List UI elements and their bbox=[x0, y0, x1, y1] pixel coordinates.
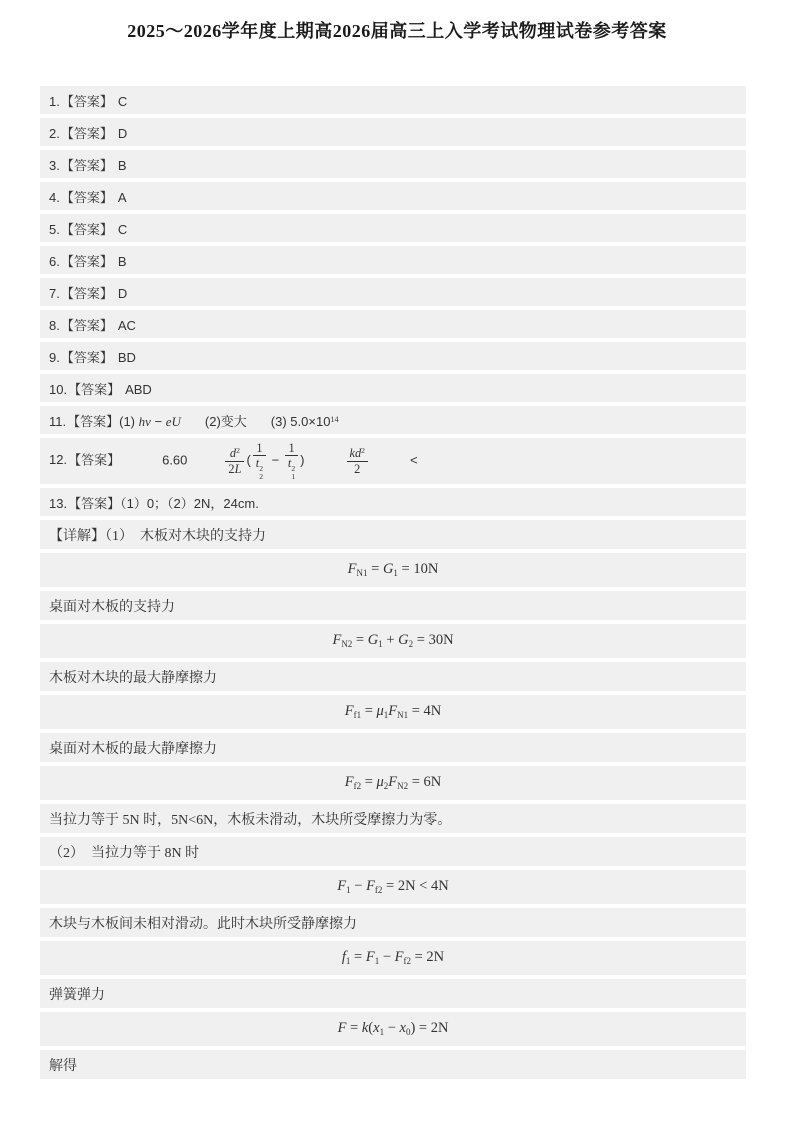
superscript: 14 bbox=[330, 414, 339, 424]
answer-number: 7. bbox=[49, 285, 60, 301]
answer-number: 12. bbox=[49, 452, 68, 468]
row-content bbox=[332, 632, 453, 649]
fraction bbox=[285, 441, 298, 481]
math-variable: F bbox=[347, 561, 357, 578]
fraction-denominator bbox=[285, 456, 298, 481]
answer-label: 【答案】 bbox=[60, 253, 113, 269]
answer-row bbox=[40, 278, 746, 306]
subscript: 0 bbox=[405, 1027, 411, 1038]
text-run: = bbox=[346, 1020, 362, 1037]
text-run: ) = 2N bbox=[410, 1020, 449, 1037]
detail-row bbox=[40, 908, 746, 937]
row-content bbox=[49, 493, 259, 512]
math-variable: kd bbox=[349, 446, 362, 461]
text-run: = bbox=[350, 949, 366, 966]
answer-value: B bbox=[117, 253, 127, 269]
answer-number: 6. bbox=[49, 253, 60, 269]
formula-row bbox=[40, 1012, 746, 1046]
text-run: = bbox=[361, 774, 377, 791]
detail-row bbox=[40, 733, 746, 762]
answer-number: 9. bbox=[49, 349, 60, 365]
subscript: 1 bbox=[378, 639, 383, 650]
fraction-numerator bbox=[285, 441, 298, 456]
text-run: = bbox=[361, 703, 377, 720]
spacer bbox=[187, 463, 223, 464]
fraction-numerator bbox=[347, 446, 368, 461]
subscript: f1 bbox=[353, 710, 362, 721]
detail-row bbox=[40, 662, 746, 691]
fraction-numerator bbox=[225, 446, 244, 461]
math-variable: F bbox=[337, 1020, 347, 1037]
math-variable: F bbox=[388, 774, 398, 791]
text-run: − bbox=[379, 949, 395, 966]
text-run: < bbox=[409, 452, 418, 468]
detail-row bbox=[40, 1050, 746, 1079]
subscript: f2 bbox=[403, 956, 411, 967]
text-run: − bbox=[150, 413, 166, 429]
answer-row bbox=[40, 118, 746, 146]
superscript: 2 bbox=[236, 446, 240, 456]
formula-row bbox=[40, 766, 746, 800]
answer-row bbox=[40, 150, 746, 178]
formula-row bbox=[40, 941, 746, 975]
answer-label: 【答案】 bbox=[60, 349, 113, 365]
math-variable: G bbox=[367, 632, 379, 649]
subscript: N2 bbox=[397, 781, 409, 792]
answer-label: 【答案】 bbox=[60, 285, 113, 301]
subscript: 2 bbox=[408, 639, 414, 650]
text-run: = 6N bbox=[408, 774, 442, 791]
row-content bbox=[348, 561, 439, 578]
row-content bbox=[49, 315, 136, 334]
math-variable: μ bbox=[376, 703, 384, 720]
superscript: 2 bbox=[259, 463, 264, 473]
subscript: N1 bbox=[356, 568, 368, 579]
formula-row bbox=[40, 870, 746, 904]
math-variable: F bbox=[332, 632, 342, 649]
answer-value: B bbox=[117, 157, 127, 173]
row-content bbox=[49, 219, 127, 238]
row-content bbox=[338, 1020, 449, 1037]
answer-row bbox=[40, 406, 746, 434]
text-run: 桌面对木板的最大静摩擦力 bbox=[49, 741, 217, 757]
answer-row bbox=[40, 182, 746, 210]
text-run: （1）0；（2）2N，24cm. bbox=[120, 495, 259, 511]
answer-row bbox=[40, 214, 746, 242]
superscript: 2 bbox=[361, 446, 365, 456]
row-content bbox=[49, 738, 217, 758]
row-content bbox=[345, 703, 442, 720]
row-content bbox=[49, 347, 136, 366]
answer-row bbox=[40, 438, 746, 484]
math-variable: t bbox=[255, 456, 260, 471]
row-content bbox=[49, 187, 127, 206]
row-content bbox=[49, 667, 217, 687]
row-content bbox=[49, 984, 105, 1004]
row-content bbox=[49, 441, 418, 481]
sub-sup-stack bbox=[259, 465, 263, 481]
subscript: f2 bbox=[353, 781, 362, 792]
text-run: 2 bbox=[228, 461, 235, 476]
row-content bbox=[49, 913, 357, 933]
answer-number: 8. bbox=[49, 317, 60, 333]
text-run: 木板对木块的最大静摩擦力 bbox=[49, 670, 217, 686]
answer-label: 【答案】 bbox=[60, 125, 113, 141]
spacer bbox=[370, 463, 410, 464]
math-variable: F bbox=[388, 703, 398, 720]
answer-row bbox=[40, 342, 746, 370]
math-variable: eU bbox=[165, 413, 181, 429]
spacer bbox=[120, 463, 162, 464]
text-run: 1 bbox=[256, 441, 263, 456]
math-variable: μ bbox=[376, 774, 384, 791]
math-variable: F bbox=[344, 774, 354, 791]
answer-number: 11. bbox=[49, 413, 67, 429]
row-content bbox=[49, 155, 127, 174]
row-content bbox=[345, 774, 442, 791]
text-run: 6.60 bbox=[162, 452, 188, 468]
fraction-denominator bbox=[347, 462, 368, 476]
superscript: 2 bbox=[291, 463, 296, 473]
fraction-denominator bbox=[253, 456, 266, 481]
text-run: = 4N bbox=[408, 703, 442, 720]
subscript: N1 bbox=[397, 710, 409, 721]
math-variable: d bbox=[229, 446, 237, 461]
math-variable: F bbox=[344, 703, 354, 720]
subscript: N2 bbox=[341, 639, 353, 650]
answer-value: C bbox=[117, 93, 128, 109]
answer-row bbox=[40, 488, 746, 516]
row-content bbox=[49, 596, 175, 616]
subscript: 1 bbox=[374, 956, 380, 967]
text-run: = 30N bbox=[413, 632, 454, 649]
fraction bbox=[225, 446, 244, 475]
text-run: 弹簧弹力 bbox=[49, 987, 105, 1003]
answer-value: BD bbox=[117, 349, 136, 365]
math-variable: G bbox=[382, 561, 394, 578]
spacer bbox=[247, 425, 271, 426]
answer-sheet-page bbox=[0, 17, 794, 1140]
answer-number: 1. bbox=[49, 93, 60, 109]
answer-number: 5. bbox=[49, 221, 60, 237]
formula-row bbox=[40, 553, 746, 587]
math-variable: G bbox=[398, 632, 409, 649]
subscript: f2 bbox=[374, 885, 383, 896]
text-run: ( bbox=[368, 1020, 374, 1037]
text-run: (3) 5.0×10 bbox=[270, 413, 331, 429]
row-content bbox=[49, 411, 338, 430]
subscript: 2 bbox=[259, 471, 264, 481]
fraction-denominator bbox=[225, 462, 244, 476]
detail-row bbox=[40, 804, 746, 833]
detail-row bbox=[40, 591, 746, 620]
text-run: (1) bbox=[119, 413, 139, 429]
row-content bbox=[49, 283, 127, 302]
document-body bbox=[40, 86, 746, 1083]
answer-value: ABD bbox=[125, 381, 152, 397]
fraction bbox=[347, 446, 368, 475]
answer-label: 【答案】 bbox=[60, 93, 113, 109]
math-variable: F bbox=[337, 878, 347, 895]
text-run: = 2N < 4N bbox=[382, 878, 449, 895]
text-run: 解得 bbox=[49, 1058, 77, 1074]
math-variable: x bbox=[373, 1020, 380, 1037]
text-run: = 10N bbox=[397, 561, 439, 578]
answer-number: 4. bbox=[49, 189, 60, 205]
row-content bbox=[49, 379, 152, 398]
answer-value: A bbox=[117, 189, 127, 205]
text-run: 桌面对木板的支持力 bbox=[49, 599, 175, 615]
text-run: − bbox=[268, 452, 283, 468]
answer-number: 13. bbox=[49, 495, 68, 511]
answer-value: AC bbox=[117, 317, 136, 333]
text-run: 【详解】（1） 木板对木块的支持力 bbox=[49, 528, 266, 544]
answer-row bbox=[40, 246, 746, 274]
math-variable: x bbox=[399, 1020, 406, 1037]
fraction-numerator bbox=[253, 441, 266, 456]
answer-label: 【答案】 bbox=[60, 317, 113, 333]
answer-label: 【答案】 bbox=[68, 381, 121, 397]
text-run: 1 bbox=[288, 441, 295, 456]
math-variable: f bbox=[341, 949, 346, 966]
text-run: (2)变大 bbox=[204, 413, 247, 429]
subscript: 2 bbox=[383, 781, 389, 792]
answer-label: 【答案】 bbox=[60, 189, 113, 205]
answer-value: C bbox=[117, 221, 128, 237]
math-variable: L bbox=[234, 461, 242, 476]
formula-row bbox=[40, 695, 746, 729]
math-variable: F bbox=[394, 949, 404, 966]
text-run: ) bbox=[300, 452, 305, 468]
text-run: + bbox=[382, 632, 399, 649]
subscript: 1 bbox=[345, 956, 351, 967]
text-run: = bbox=[352, 632, 368, 649]
text-run: 木块与木板间未相对滑动。此时木块所受静摩擦力 bbox=[49, 916, 357, 932]
answer-label: 【答案】 bbox=[60, 221, 113, 237]
row-content bbox=[342, 949, 444, 966]
spacer bbox=[181, 425, 205, 426]
subscript: 1 bbox=[346, 885, 351, 896]
text-run: − bbox=[384, 1020, 400, 1037]
subscript: 1 bbox=[383, 710, 389, 721]
row-content bbox=[49, 91, 127, 110]
page-title: 2025～2026学年度上期高2026届高三上入学考试物理试卷参考答案 bbox=[127, 21, 667, 41]
answer-value: D bbox=[117, 125, 128, 141]
spacer bbox=[305, 463, 345, 464]
text-run: 2 bbox=[354, 461, 361, 476]
subscript: 1 bbox=[379, 1027, 385, 1038]
answer-value: D bbox=[117, 285, 128, 301]
answer-row bbox=[40, 86, 746, 114]
math-variable: F bbox=[365, 949, 375, 966]
row-content bbox=[49, 251, 127, 270]
answer-number: 3. bbox=[49, 157, 60, 173]
answer-row bbox=[40, 374, 746, 402]
answer-label: 【答案】 bbox=[68, 495, 121, 511]
detail-row bbox=[40, 979, 746, 1008]
formula-row bbox=[40, 624, 746, 658]
row-content bbox=[49, 525, 266, 545]
fraction bbox=[253, 441, 266, 481]
detail-row bbox=[40, 837, 746, 866]
answer-label: 【答案】 bbox=[68, 452, 121, 468]
text-run: ( bbox=[246, 452, 251, 468]
text-run: 当拉力等于 5N 时，5N<6N，木板未滑动，木块所受摩擦力为零。 bbox=[49, 812, 452, 828]
row-content bbox=[49, 123, 127, 142]
math-variable: k bbox=[361, 1020, 369, 1037]
answer-label: 【答案】 bbox=[60, 157, 113, 173]
math-variable: t bbox=[287, 456, 292, 471]
subscript: 1 bbox=[291, 471, 296, 481]
sub-sup-stack bbox=[291, 465, 295, 481]
subscript: 1 bbox=[393, 568, 398, 579]
math-variable: F bbox=[366, 878, 375, 895]
text-run: − bbox=[350, 878, 367, 895]
row-content bbox=[49, 842, 199, 862]
row-content bbox=[49, 809, 451, 829]
answer-number: 10. bbox=[49, 381, 68, 397]
answer-number: 2. bbox=[49, 125, 60, 141]
math-variable: hv bbox=[138, 413, 151, 429]
row-content bbox=[337, 878, 448, 895]
row-content bbox=[49, 1055, 77, 1075]
detail-row bbox=[40, 520, 746, 549]
answer-label: 【答案】 bbox=[67, 413, 120, 429]
text-run: = 2N bbox=[410, 949, 445, 966]
answer-row bbox=[40, 310, 746, 338]
text-run: = bbox=[367, 561, 383, 578]
text-run: （2） 当拉力等于 8N 时 bbox=[49, 845, 200, 861]
